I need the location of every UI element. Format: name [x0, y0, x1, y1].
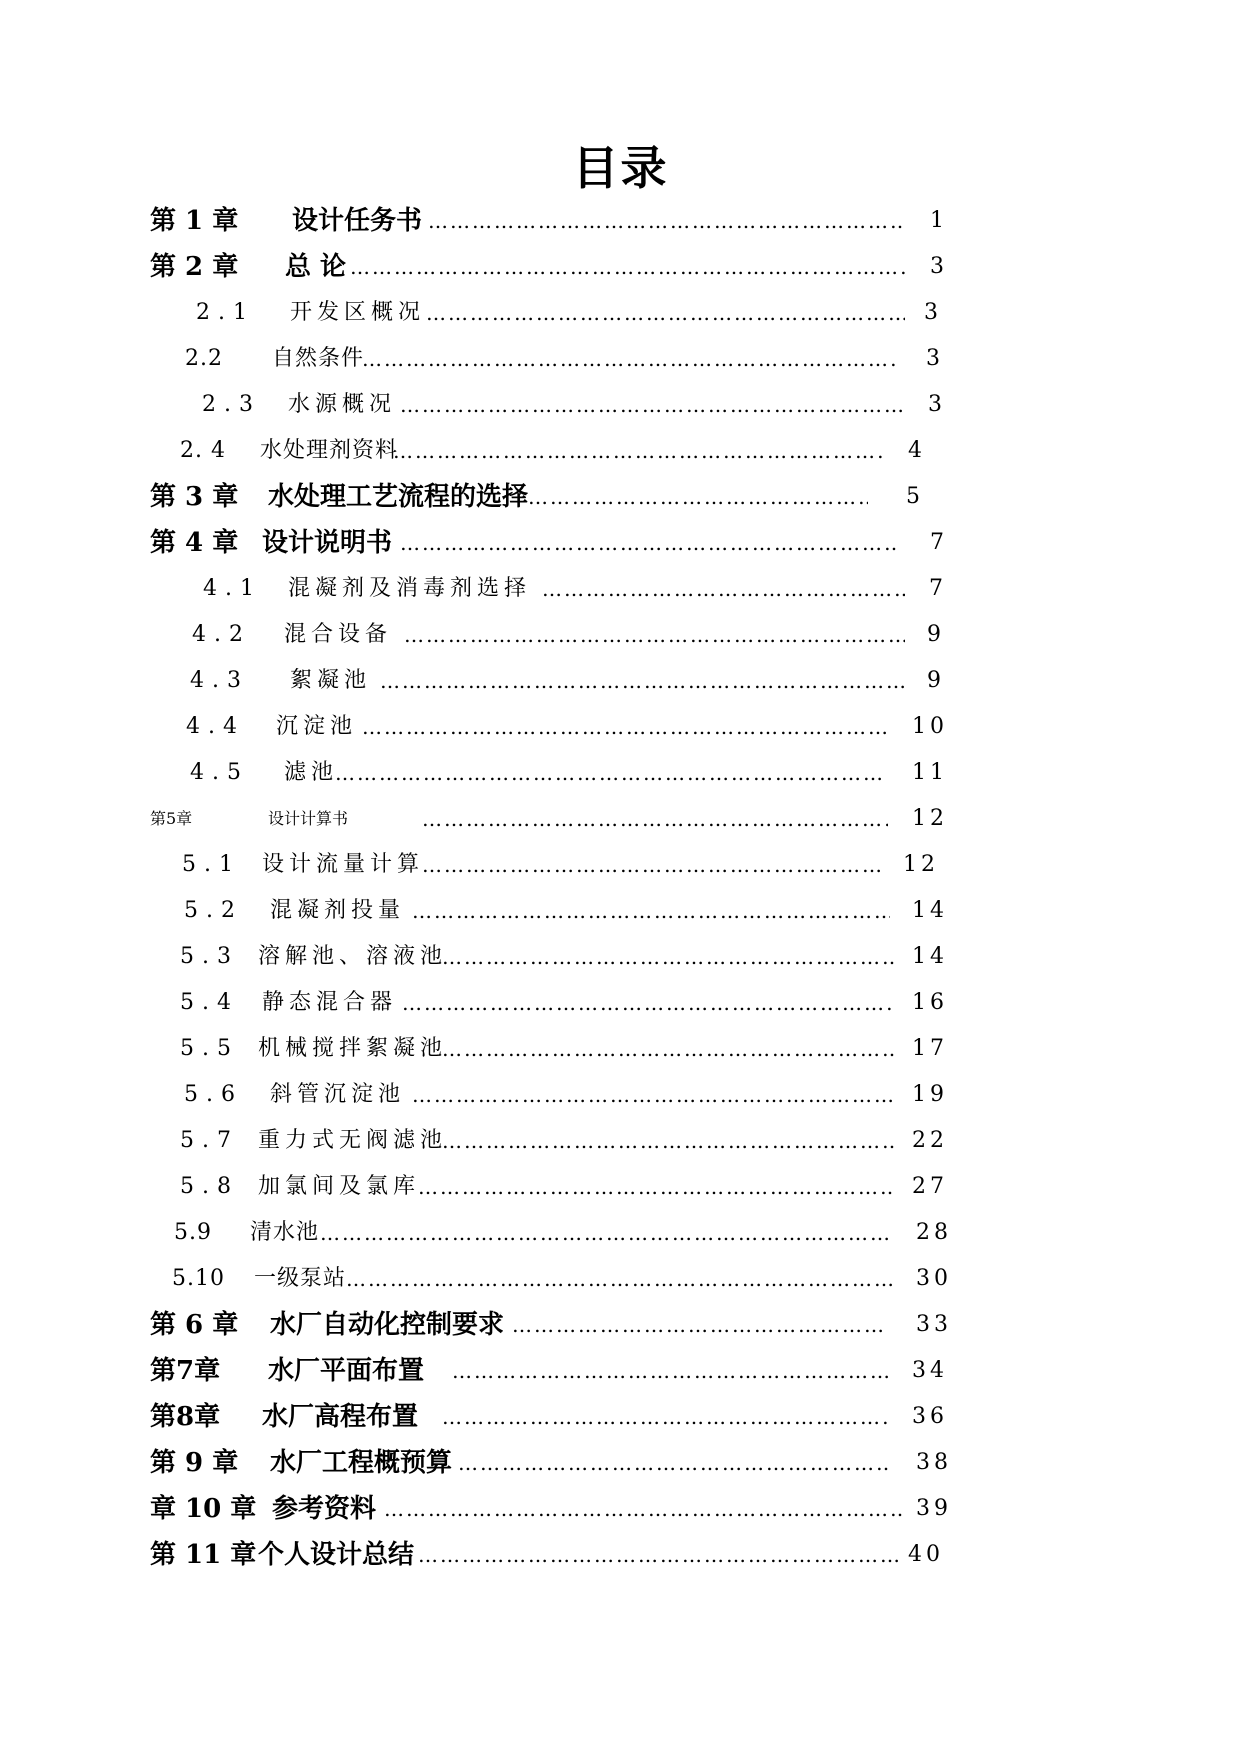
toc-entry-number: 5.3 [180, 944, 239, 969]
dot-leader [346, 1256, 894, 1302]
toc-entry[interactable] [0, 704, 1241, 750]
toc-entry-title[interactable]: 水厂工程概预算 [270, 1448, 453, 1478]
toc-entry-number: 第 2 章 [150, 252, 239, 282]
toc-entry[interactable] [0, 750, 1241, 796]
toc-entry-page: 7 [930, 530, 948, 555]
toc-entry[interactable] [0, 474, 1241, 520]
toc-entry-number: 5.6 [184, 1082, 243, 1107]
dot-leader [542, 566, 905, 612]
toc-entry-page: 28 [916, 1220, 952, 1245]
toc-entry[interactable] [0, 1118, 1241, 1164]
toc-entry[interactable] [0, 1026, 1241, 1072]
toc-entry-page: 3 [926, 346, 944, 371]
toc-entry-page: 40 [908, 1542, 944, 1567]
toc-entry-number: 4.2 [192, 622, 251, 647]
toc-entry[interactable] [0, 566, 1241, 612]
toc-entry-title[interactable]: 总 论 [285, 252, 347, 282]
dot-leader [404, 612, 905, 658]
toc-entry-page: 16 [912, 990, 948, 1015]
toc-entry-number: 5.2 [184, 898, 243, 923]
toc-entry-title[interactable]: 一级泵站 [254, 1266, 347, 1291]
dot-leader [362, 336, 898, 382]
dot-leader [400, 382, 905, 428]
toc-entry-page: 33 [916, 1312, 952, 1337]
toc-entry-page: 12 [912, 806, 948, 831]
toc-entry-page: 3 [930, 254, 948, 279]
toc-entry-title[interactable]: 絮凝池 [290, 668, 372, 693]
toc-entry[interactable] [0, 1394, 1241, 1440]
toc-entry-title[interactable]: 重力式无阀滤池 [258, 1128, 448, 1153]
toc-entry-page: 11 [912, 760, 948, 785]
toc-entry[interactable] [0, 1302, 1241, 1348]
toc-entry-number: 第 1 章 [150, 206, 239, 236]
toc-entry-title[interactable]: 开发区概况 [290, 300, 426, 325]
toc-entry-number: 4.5 [190, 760, 249, 785]
toc-entry[interactable] [0, 1072, 1241, 1118]
toc-entry-title[interactable]: 设计任务书 [292, 206, 423, 236]
toc-entry-page: 4 [908, 438, 926, 463]
toc-entry-number: 第 11 章 [150, 1540, 257, 1570]
toc-entry-page: 34 [912, 1358, 948, 1383]
toc-entry[interactable] [0, 520, 1241, 566]
toc-entry-number: 章 10 章 [150, 1494, 257, 1524]
dot-leader [428, 198, 905, 244]
toc-entry-number: 2. 4 [180, 438, 226, 463]
dot-leader [442, 1118, 894, 1164]
dot-leader [512, 1302, 888, 1348]
toc-entry-page: 22 [912, 1128, 948, 1153]
toc-entry-title[interactable]: 参考资料 [272, 1494, 377, 1524]
toc-entry[interactable] [0, 1532, 1241, 1578]
dot-leader [362, 704, 888, 750]
toc-entry-number: 第 3 章 [150, 482, 239, 512]
toc-entry-page: 36 [912, 1404, 948, 1429]
toc-entry-page: 3 [924, 300, 942, 325]
toc-entry-page: 27 [912, 1174, 948, 1199]
dot-leader [418, 1532, 898, 1578]
toc-entry-number: 5.10 [172, 1266, 225, 1291]
dot-leader [442, 1026, 894, 1072]
toc-entry[interactable] [0, 1164, 1241, 1210]
dot-leader [380, 658, 905, 704]
dot-leader [384, 1486, 905, 1532]
toc-entry-page: 7 [929, 576, 947, 601]
toc-entry-number: 2.2 [185, 346, 223, 371]
page-title: 目录 [572, 141, 669, 195]
toc-entry-number: 5.9 [174, 1220, 212, 1245]
dot-leader [422, 796, 888, 842]
toc-entry-page: 19 [912, 1082, 948, 1107]
toc-entry[interactable] [0, 290, 1241, 336]
toc-entry-number: 4.4 [186, 714, 245, 739]
toc-entry-number: 第 6 章 [150, 1310, 239, 1340]
toc-entry-title[interactable]: 个人设计总结 [258, 1540, 415, 1570]
dot-leader [412, 888, 890, 934]
toc-entry-title[interactable]: 清水池 [250, 1220, 320, 1245]
toc-entry[interactable] [0, 1486, 1241, 1532]
toc-entry-title[interactable]: 水厂自动化控制要求 [270, 1310, 505, 1340]
toc-entry[interactable] [0, 658, 1241, 704]
toc-entry-number: 2.3 [202, 392, 261, 417]
dot-leader [442, 1394, 888, 1440]
toc-entry-number: 2.1 [196, 300, 255, 325]
dot-leader [320, 1210, 890, 1256]
toc-entry-title[interactable]: 水厂平面布置 [268, 1356, 425, 1386]
toc-entry-title[interactable]: 沉淀池 [276, 714, 358, 739]
toc-entry-number: 5.4 [180, 990, 239, 1015]
dot-leader [426, 290, 905, 336]
dot-leader [458, 1440, 888, 1486]
toc-entry-number: 5.8 [180, 1174, 239, 1199]
toc-entry-page: 17 [912, 1036, 948, 1061]
toc-entry-title[interactable]: 混合设备 [284, 622, 393, 647]
toc-entry-page: 9 [927, 622, 945, 647]
toc-entry-title[interactable]: 斜管沉淀池 [270, 1082, 406, 1107]
toc-entry-number: 5.1 [182, 852, 241, 877]
dot-leader [418, 1164, 894, 1210]
toc-entry-page: 14 [912, 898, 948, 923]
toc-entry-number: 第 9 章 [150, 1448, 239, 1478]
toc-entry-number: 第5章 [150, 809, 193, 828]
toc-entry-number: 4.3 [190, 668, 249, 693]
toc-entry-title[interactable]: 水处理剂资料 [260, 438, 399, 463]
toc-entry-page: 30 [916, 1266, 952, 1291]
toc-entry-page: 39 [916, 1496, 952, 1521]
dot-leader [422, 842, 882, 888]
toc-entry-title[interactable]: 水厂高程布置 [262, 1402, 419, 1432]
toc-entry-title[interactable]: 溶解池、溶液池 [258, 944, 448, 969]
toc-entry[interactable] [0, 244, 1241, 290]
toc-entry-page: 12 [903, 852, 939, 877]
toc-entry[interactable] [0, 336, 1241, 382]
toc-entry-title[interactable]: 水处理工艺流程的选择 [268, 482, 529, 512]
toc-entry-title[interactable]: 设计说明书 [262, 528, 393, 558]
toc-entry-title[interactable]: 静态混合器 [262, 990, 398, 1015]
dot-leader [412, 1072, 892, 1118]
toc-entry[interactable] [0, 888, 1241, 934]
toc-entry[interactable] [0, 1440, 1241, 1486]
toc-entry[interactable] [0, 980, 1241, 1026]
toc-entry[interactable] [0, 612, 1241, 658]
dot-leader [400, 520, 898, 566]
toc-entry-number: 5.5 [180, 1036, 239, 1061]
toc-entry-page: 10 [912, 714, 948, 739]
toc-entry[interactable] [0, 1256, 1241, 1302]
dot-leader [402, 980, 894, 1026]
dot-leader [452, 1348, 888, 1394]
toc-entry-number: 4.1 [203, 576, 262, 601]
toc-entry-title[interactable]: 混凝剂投量 [270, 898, 406, 923]
toc-entry-title[interactable]: 自然条件 [272, 346, 365, 371]
toc-list [0, 198, 1241, 1578]
toc-entry[interactable] [0, 1210, 1241, 1256]
toc-entry-title[interactable]: 机械搅拌絮凝池 [258, 1036, 448, 1061]
toc-entry-page: 1 [930, 208, 948, 233]
toc-entry[interactable] [0, 934, 1241, 980]
toc-entry-title[interactable]: 设计计算书 [268, 809, 349, 828]
toc-entry-title[interactable]: 滤池 [284, 760, 339, 785]
toc-entry-number: 第8章 [150, 1402, 221, 1432]
dot-leader [350, 244, 905, 290]
toc-entry[interactable] [0, 842, 1241, 888]
toc-entry-page: 9 [927, 668, 945, 693]
dot-leader [393, 428, 885, 474]
toc-entry-page: 3 [928, 392, 946, 417]
toc-entry[interactable] [0, 382, 1241, 428]
toc-entry-number: 第 4 章 [150, 528, 239, 558]
toc-entry-title[interactable]: 混凝剂及消毒剂选择 [288, 576, 532, 601]
toc-entry-title[interactable]: 设计流量计算 [262, 852, 425, 877]
dot-leader [442, 934, 894, 980]
toc-entry-page: 5 [906, 484, 924, 509]
toc-entry-page: 38 [916, 1450, 952, 1475]
dot-leader [335, 750, 882, 796]
toc-entry-title[interactable]: 加氯间及氯库 [258, 1174, 421, 1199]
toc-entry-page: 14 [912, 944, 948, 969]
toc-entry[interactable] [0, 198, 1241, 244]
toc-entry-number: 第7章 [150, 1356, 221, 1386]
dot-leader [528, 474, 868, 520]
toc-entry[interactable] [0, 428, 1241, 474]
toc-entry-number: 5.7 [180, 1128, 239, 1153]
toc-entry-title[interactable]: 水源概况 [288, 392, 397, 417]
toc-entry[interactable] [0, 1348, 1241, 1394]
toc-entry[interactable] [0, 796, 1241, 842]
